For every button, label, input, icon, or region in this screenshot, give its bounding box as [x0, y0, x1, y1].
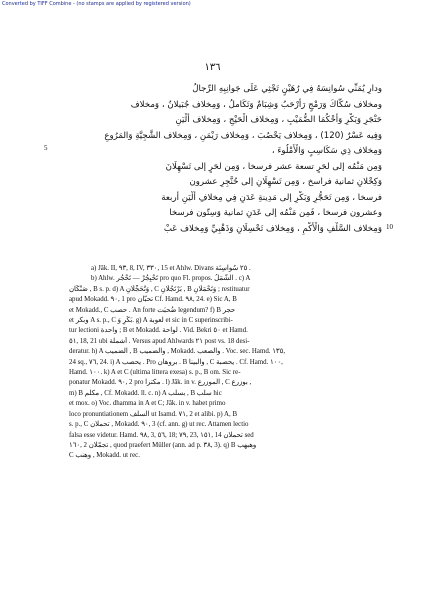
footnote-line: apud Mokadd. ٩٠, 1 pro تحبّان Cf. Hamd. ٩٨, 24. e) Sic A, B	[69, 296, 237, 304]
text-line: وَفِيه عَسْرٌ (120) ، وَمِخلاف يَحْصُبَ ، وَمِخلاف رَيْمَنِ ، وَمِخلاف الشَّجِيَّةِ وَالمَرُوعِ	[104, 130, 382, 141]
text-line: وَمِخلاف السَّلْفِ وَالْأَكْمِ ، وَمِخلاف تَحْسِلَانِ وَذَهْبِيِّ وَمِخلاف عَبْ	[163, 223, 382, 234]
footnote-line: a) Jâk. II, ٩٣, 8, IV, ٣٣٠, 15 et Ahlw. Divans ٢٥ سُواسِنَة .	[91, 265, 251, 272]
text-line: وعشرون فرسخا ، فَمِن مَنْمُه إلى عَدَنِ ثمانية وَسِتّون فرسخا	[169, 208, 382, 218]
footnote-line: et mox. o) Voc. dhamma in A et C; Jâk. in v. habet primo	[69, 400, 226, 408]
line-number-5: 5	[44, 144, 48, 152]
line-number-10: 10	[386, 223, 393, 231]
text-line: وَمِن مَنْمُه إلى لحَرٍ تسعة عشر فرسخا ، وَمِن لحَرٍ إلى تَسْهِلَانَ	[165, 161, 382, 172]
text-line: وَمِخلاف ذِي سَكَاسِبٍ وَالْأَمْلُوءَ ،	[271, 146, 382, 156]
text-line: ودارِ يُمَنِّي سُوانِسَهُ فِي رُهَيْنٍ تَجْثِي عَلَى جَوانِبِهِ الرِّجالُ	[192, 84, 382, 94]
converter-watermark: Converted by TIFF Combine - (no stamps are applied by registered version)	[2, 1, 191, 7]
text-line: فرسخا ، وَمِن تَحَجُّرِ وَبَكْرِ إلى مَدِينةِ عَدَنِ فِي مِخلافِ أَلْيَنِ أربعة	[161, 192, 382, 203]
footnotes	[69, 264, 385, 462]
footnote-line: ponatur Mokadd. ٩٠, 2 pro مكترا . l) Jâk. in v. الموزرع , C بوزرع ,	[69, 379, 252, 387]
footnote-line: loco pronuntiationem السلف ut Isamd. ٧١, 2 et alibi. p) A, B	[69, 410, 238, 418]
footnote-line: Hamd. ١٠٠. k) A et C (ultima littera exesa) s. p., B om. Sic re-	[69, 369, 241, 377]
footnote-line: m) B مكلم , Cf. Mokadd. ll. c. n) A بسلب , B سلب hic	[69, 389, 222, 397]
text-line: حَتْجَرِ وَبَكْرِ وَأَحْكُمَا الضُّمَيْبِ ، وَمِخلاف الْحَيْجِ ، وَمِخلاف أَلْيَنِ	[175, 115, 382, 125]
footnote-line: falsa esse videtur. Hamd. ٩٨, 3, ٥٦, 18; ٧٩, 23, ١٥١, 14 تحملان sed	[69, 431, 254, 439]
footnote-line: ٥١, 18, 21 ubi أشملة . Versus apud Ahlwards ٢١ post vs. 18 desi-	[69, 337, 250, 345]
footnote-line: C وهنب , Mokadd. ut rec.	[69, 452, 140, 460]
footnote-line: deratur. h) A الضميب , B والضميب , Mokadd. والصعب . Voc. sec. Hamd. ١٣٥,	[69, 348, 286, 356]
footnote-line: s. p., C تحملان , Mokadd. ٩٠, 3 (cf. ann. g) ut rec. Attamen lectio	[69, 421, 249, 429]
footnote-line: et وبكر A s. p., C بَكْرِ وَ. g) A لعوبة et sic in C superinscribi-	[69, 317, 233, 325]
footnote-line: tur lectioni واحدة ; B et Mokadd. لواحة . Vid. Bekri ٥٠ et Hamd.	[69, 327, 248, 335]
verse-text-block	[60, 82, 382, 237]
footnote-line: صَنْكَان , B s. p. d) A وَتُحَجِّلَانِ , C بَرْتَجُلَانِ , B وَتَحْمَلَانِ ; restituatur	[69, 285, 250, 293]
text-line: ومخلاف سُكَّاكَ وَرَمْجٍ رَأَرْحَبُ وَشِبَامٌ وَتَكَاملُ ، وَمِخلاف جُبَيلانُ ، وَمخلاف	[130, 99, 382, 110]
footnote-line: ١٦٠, 2 تجمّلان , quod praefert Müller (ann. ad p. ٣٨, 3). q) B وهبهب	[69, 441, 257, 449]
footnote-line: 24 sq., ٧٦, 24. i) A يحصب . Pro بروهان . B والبينا , C يحصبة . Cf. Hamd. ١٠٠,	[69, 358, 283, 366]
footnote-line: et Mokadd., C حصب . An forte ضُحبَت legendum? f) B حجر	[69, 306, 236, 314]
text-line: وَكِحْلانِ ثمانية فراسخ ، وَمِن تَسْهِلَانِ إلى حُنَّجِرِ عشرون	[189, 177, 382, 187]
footnote-line: b) Ahlw. تَحْبِجُرْ — تَحْجُر pro quo Fl. propos. الشُّمَلُ . c) A	[91, 275, 251, 283]
page-number: ١٣٦	[204, 62, 221, 73]
